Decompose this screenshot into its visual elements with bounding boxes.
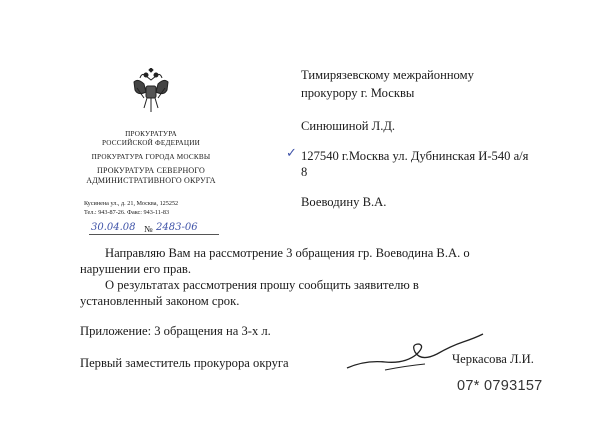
registration-line	[89, 234, 219, 235]
document-number: 07* 0793157	[457, 378, 543, 394]
registration-number-sign: №	[144, 224, 153, 234]
letterhead-line-5: АДМИНИСТРАТИВНОГО ОКРУГА	[86, 176, 216, 185]
paragraph-1-line-1: Направляю Вам на рассмотрение 3 обращения гр. Воеводина В.А. о	[105, 246, 470, 260]
addressee-line-2: прокурору г. Москвы	[301, 86, 415, 100]
letterhead-line-1: ПРОКУРАТУРА	[125, 130, 177, 138]
paragraph-1-line-2: нарушении его прав.	[80, 262, 192, 276]
coat-of-arms-icon	[132, 68, 170, 116]
handwritten-checkmark-icon: ✓	[286, 145, 297, 160]
letterhead-line-2: РОССИЙСКОЙ ФЕДЕРАЦИИ	[101, 139, 201, 147]
registration-date: 30.04.08	[91, 222, 136, 233]
addressee-line-5: 8	[301, 165, 308, 179]
addressee-line-6: Воеводину В.А.	[301, 195, 387, 209]
signer-position: Первый заместитель прокурора округа	[80, 356, 289, 370]
attachment-line: Приложение: 3 обращения на 3-х л.	[80, 324, 271, 338]
paragraph-2-line-2: установленный законом срок.	[80, 294, 240, 308]
addressee-line-4: 127540 г.Москва ул. Дубнинская И-540 а/я	[301, 149, 529, 163]
letterhead-line-4: ПРОКУРАТУРА СЕВЕРНОГО	[96, 166, 206, 175]
paragraph-2-line-1: О результатах рассмотрения прошу сообщить заявителю в	[105, 278, 419, 292]
signer-name: Черкасова Л.И.	[452, 352, 534, 366]
addressee-line-3: Синюшиной Л.Д.	[301, 119, 396, 133]
letterhead-phones: Тел.: 943-87-26. Факс: 943-11-83	[84, 209, 170, 216]
letterhead-line-3: ПРОКУРАТУРА ГОРОДА МОСКВЫ	[91, 153, 211, 161]
addressee-line-1: Тимирязевскому межрайонному	[301, 68, 474, 82]
registration-number: 2483-06	[156, 222, 198, 233]
letterhead-address: Кусинена ул., д. 21, Москва, 125252	[84, 200, 179, 207]
